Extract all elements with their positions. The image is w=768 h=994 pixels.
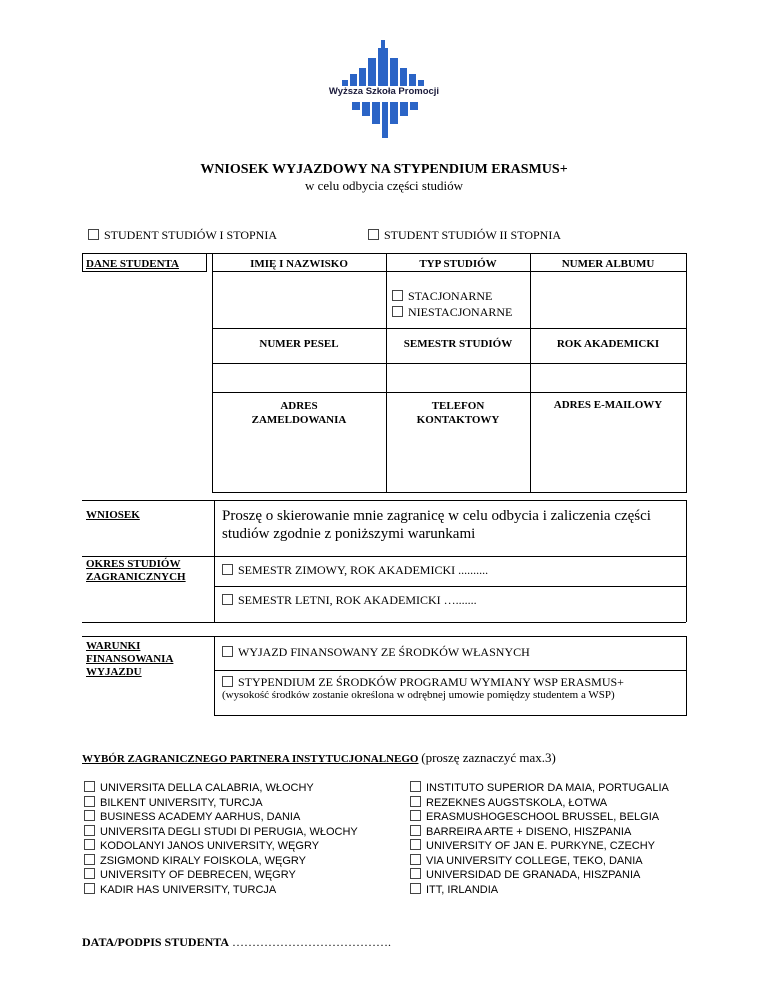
checkbox-icon[interactable] [84,810,95,821]
partner-option[interactable]: KADIR HAS UNIVERSITY, TURCJA [84,883,358,898]
checkbox-icon[interactable] [410,781,421,792]
partner-option[interactable]: UNIVERSITA DEGLI STUDI DI PERUGIA, WŁOCHY [84,825,358,840]
checkbox-icon[interactable] [84,825,95,836]
checkbox-icon[interactable] [410,883,421,894]
form-title: WNIOSEK WYJAZDOWY NA STYPENDIUM ERASMUS+ [200,162,568,177]
partners-heading-row [82,750,556,766]
partners-heading-note: (proszę zaznaczyć max.3) [421,750,556,765]
partner-option[interactable]: VIA UNIVERSITY COLLEGE, TEKO, DANIA [410,854,669,869]
checkbox-icon[interactable] [84,868,95,879]
partner-option[interactable]: UNIVERSITY OF DEBRECEN, WĘGRY [84,868,358,883]
header-address: ADRES ZAMELDOWANIA [251,400,347,426]
header-semester: SEMESTR STUDIÓW [403,338,513,350]
period-summer[interactable]: SEMESTR LETNI, ROK AKADEMICKI …....... [222,593,477,608]
partners-left-list [84,781,358,897]
application-text: Proszę o skierowanie mnie zagranicę w celu odbycia i zaliczenia części studiów zgodnie z poniższymi warunkami [222,508,651,542]
partner-option[interactable]: UNIVERSITA DELLA CALABRIA, WŁOCHY [84,781,358,796]
checkbox-icon[interactable] [88,229,99,240]
checkbox-icon[interactable] [410,810,421,821]
partners-right-list [410,781,669,897]
partner-option[interactable]: BARREIRA ARTE + DISENO, HISZPANIA [410,825,669,840]
header-study-type: TYP STUDIÓW [419,258,497,270]
checkbox-icon[interactable] [392,306,403,317]
checkbox-icon[interactable] [84,854,95,865]
header-email: ADRES E-MAILOWY [553,399,663,411]
header-academic-year: ROK AKADEMICKI [556,338,660,350]
study-type-full-time[interactable]: STACJONARNE [392,289,492,304]
checkbox-icon[interactable] [410,825,421,836]
checkbox-icon[interactable] [222,646,233,657]
section-label-period: OKRES STUDIÓW ZAGRANICZNYCH [86,558,186,583]
checkbox-icon[interactable] [84,883,95,894]
signature-row [82,935,391,950]
partner-option[interactable]: KODOLANYI JANOS UNIVERSITY, WĘGRY [84,839,358,854]
study-type-part-time[interactable]: NIESTACJONARNE [392,305,512,320]
school-logo [322,40,446,144]
checkbox-icon[interactable] [368,229,379,240]
signature-label: DATA/PODPIS STUDENTA [82,935,230,949]
partner-option[interactable]: UNIVERSITY OF JAN E. PURKYNE, CZECHY [410,839,669,854]
section-label-application: WNIOSEK [86,509,140,521]
partner-option[interactable]: REZEKNES AUGSTSKOLA, ŁOTWA [410,796,669,811]
financing-own[interactable]: WYJAZD FINANSOWANY ZE ŚRODKÓW WŁASNYCH [222,645,530,660]
partner-option[interactable]: BUSINESS ACADEMY AARHUS, DANIA [84,810,358,825]
form-subtitle: w celu odbycia części studiów [304,178,464,193]
checkbox-icon[interactable] [410,854,421,865]
checkbox-icon[interactable] [410,796,421,807]
partner-option[interactable]: UNIVERSIDAD DE GRANADA, HISZPANIA [410,868,669,883]
checkbox-icon[interactable] [392,290,403,301]
signature-line[interactable]: …………………………………. [232,935,392,949]
partners-heading: WYBÓR ZAGRANICZNEGO PARTNERA INSTYTUCJONALNEGO [82,753,419,765]
header-name: IMIĘ I NAZWISKO [250,258,348,270]
partner-option[interactable]: ZSIGMOND KIRALY FOISKOLA, WĘGRY [84,854,358,869]
partner-option[interactable]: ERASMUSHOGESCHOOL BRUSSEL, BELGIA [410,810,669,825]
financing-erasmus[interactable]: STYPENDIUM ZE ŚRODKÓW PROGRAMU WYMIANY WSP ERASMUS+ [222,675,624,690]
checkbox-icon[interactable] [84,781,95,792]
checkbox-icon[interactable] [222,676,233,687]
section-label-student: DANE STUDENTA [86,258,180,270]
checkbox-icon[interactable] [410,868,421,879]
period-winter[interactable]: SEMESTR ZIMOWY, ROK AKADEMICKI .......... [222,563,488,578]
level-option-2[interactable]: STUDENT STUDIÓW II STOPNIA [368,228,561,243]
checkbox-icon[interactable] [410,839,421,850]
section-label-financing: WARUNKI FINANSOWANIA WYJAZDU [86,640,174,678]
header-album-number: NUMER ALBUMU [561,258,655,270]
checkbox-icon[interactable] [84,796,95,807]
financing-note: (wysokość środków zostanie określona w odrębnej umowie pomiędzy studentem a WSP) [222,689,615,701]
partner-option[interactable]: BILKENT UNIVERSITY, TURCJA [84,796,358,811]
checkbox-icon[interactable] [84,839,95,850]
partner-option[interactable]: ITT, IRLANDIA [410,883,669,898]
header-phone: TELEFON KONTAKTOWY [416,400,500,426]
header-pesel: NUMER PESEL [259,338,339,350]
level-option-1[interactable]: STUDENT STUDIÓW I STOPNIA [88,228,277,243]
logo-text: Wyższa Szkoła Promocji [322,86,446,97]
checkbox-icon[interactable] [222,564,233,575]
checkbox-icon[interactable] [222,594,233,605]
partner-option[interactable]: INSTITUTO SUPERIOR DA MAIA, PORTUGALIA [410,781,669,796]
